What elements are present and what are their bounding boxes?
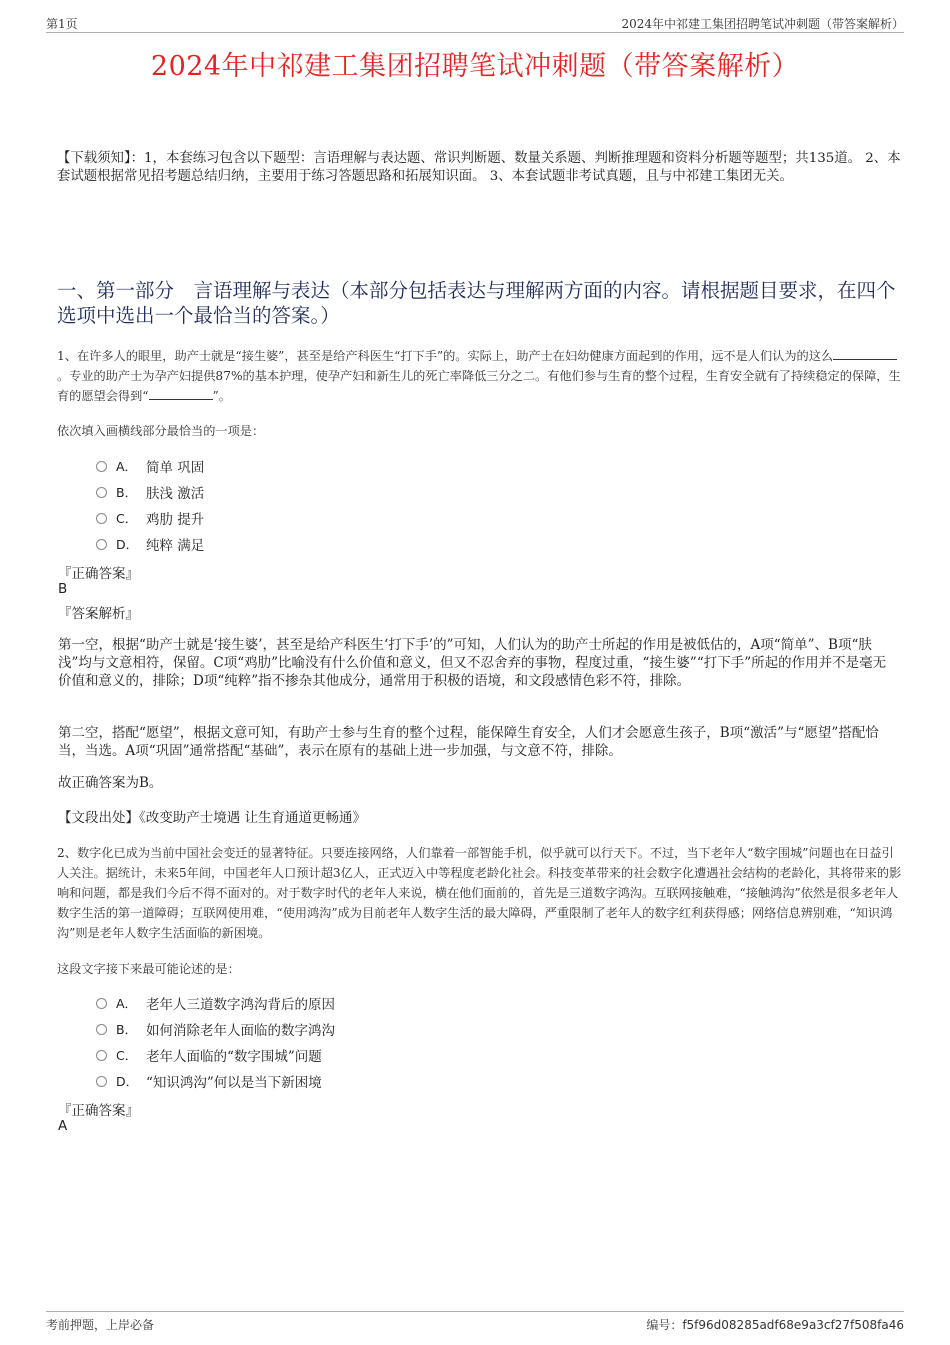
question-2-lead: 这段文字接下来最可能论述的是： bbox=[57, 962, 240, 976]
answer-label: 『正确答案』 bbox=[58, 1103, 139, 1119]
question-1-text: 1、在许多人的眼里，助产士就是“接生婆”，甚至是给产科医生“打下手”的。实际上，助产士在妇幼健康方面起到的作用，远不是人们认为的这么。专业的助产士为孕产妇提供87%的基本护理，使孕产妇和新生儿的死亡率降低三分之二。有他们参与生育的整个过程，生育安全就有了持续稳定的保障，生育的愿望会得到“ ”。 bbox=[57, 349, 901, 403]
document-id: 编号：f5f96d08285adf68e9a3cf27f508fa46 bbox=[646, 1318, 904, 1332]
option-c[interactable]: C． 老年人面临的“数字围城”问题 bbox=[96, 1042, 335, 1068]
analysis-conclusion: 故正确答案为B。 bbox=[58, 775, 163, 791]
radio-icon[interactable] bbox=[96, 1076, 107, 1087]
page-number: 第1页 bbox=[46, 17, 78, 31]
radio-icon[interactable] bbox=[96, 1024, 107, 1035]
option-d[interactable]: D． 纯粹 满足 bbox=[96, 531, 204, 557]
footer-slogan: 考前押题，上岸必备 bbox=[46, 1318, 155, 1332]
radio-icon[interactable] bbox=[96, 539, 107, 550]
blank-1 bbox=[833, 348, 897, 360]
text-source: 【文段出处】《改变助产士境遇 让生育通道更畅通》 bbox=[58, 810, 367, 826]
header-doc-title: 2024年中祁建工集团招聘笔试冲刺题（带答案解析） bbox=[621, 17, 904, 31]
page-header bbox=[46, 14, 904, 33]
radio-icon[interactable] bbox=[96, 461, 107, 472]
question-2-text: 2、数字化已成为当前中国社会变迁的显著特征。只要连接网络，人们靠着一部智能手机，似乎就可以行天下。不过，当下老年人“数字围城”问题也在日益引人关注。据统计，未来5年间，中国老年人口预计超3亿人，正式迈入中等程度老龄化社会。科技变革带来的社会数字化遭遇社会结构的老龄化，其将带来的影响和问题，都是我们今后不得不面对的。对于数字时代的老年人来说，横在他们面前的，首先是三道数字鸿沟。互联网接触难，“接触鸿沟”依然是很多老年人数字生活的第一道障碍；互联网使用难，“使用鸿沟”成为目前老年人数字生活的最大障碍，严重限制了老年人的数字红利获得感；网络信息辨别难，“知识鸿沟”则是老年人数字生活面临的新困境。 bbox=[57, 846, 902, 940]
radio-icon[interactable] bbox=[96, 487, 107, 498]
download-notice: 【下载须知】：1，本套练习包含以下题型：言语理解与表达题、常识判断题、数量关系题、判断推理题和资料分析题等题型；共135道。 2、本套试题根据常见招考题总结归纳，主要用于练习答题思路和拓展知识面。 3、本套试题非考试真题，且与中祁建工集团无关。 bbox=[57, 151, 901, 184]
question-1-lead: 依次填入画横线部分最恰当的一项是： bbox=[57, 424, 265, 438]
analysis-label: 『答案解析』 bbox=[58, 606, 139, 622]
radio-icon[interactable] bbox=[96, 1050, 107, 1061]
page-footer bbox=[46, 1311, 904, 1332]
option-c[interactable]: C． 鸡肋 提升 bbox=[96, 505, 204, 531]
question-1-options bbox=[96, 453, 204, 557]
option-d[interactable]: D． “知识鸿沟”何以是当下新困境 bbox=[96, 1068, 335, 1094]
correct-answer: B bbox=[58, 581, 68, 597]
option-a[interactable]: A． 简单 巩固 bbox=[96, 453, 204, 479]
correct-answer: A bbox=[58, 1118, 68, 1134]
answer-label: 『正确答案』 bbox=[58, 566, 139, 582]
option-a[interactable]: A． 老年人三道数字鸿沟背后的原因 bbox=[96, 990, 335, 1016]
page-title: 2024年中祁建工集团招聘笔试冲刺题（带答案解析） bbox=[150, 51, 800, 82]
radio-icon[interactable] bbox=[96, 998, 107, 1009]
option-b[interactable]: B． 如何消除老年人面临的数字鸿沟 bbox=[96, 1016, 335, 1042]
option-b[interactable]: B． 肤浅 激活 bbox=[96, 479, 204, 505]
blank-2 bbox=[149, 388, 213, 400]
analysis-paragraph-2: 第二空，搭配“愿望”，根据文意可知，有助产士参与生育的整个过程，能保障生育安全，人们才会愿意生孩子，B项“激活”与“愿望”搭配恰当，当选。A项“巩固”通常搭配“基础”，表示在原有的基础上进一步加强，与文意不符，排除。 bbox=[58, 725, 879, 759]
radio-icon[interactable] bbox=[96, 513, 107, 524]
analysis-paragraph-1: 第一空，根据“助产士就是‘接生婆’，甚至是给产科医生‘打下手’的”可知，人们认为的助产士所起的作用是被低估的，A项“简单”、B项“肤浅”均与文意相符，保留。C项“鸡肋”比喻没有什么价值和意义，但又不忍舍弃的事物，程度过重，“接生婆”“打下手”所起的作用并不是毫无价值和意义的，排除；D项“纯粹”指不掺杂其他成分，通常用于积极的语境，和文段感情色彩不符，排除。 bbox=[58, 637, 887, 689]
section-heading: 一、第一部分 言语理解与表达（本部分包括表达与理解两方面的内容。请根据题目要求，在四个选项中选出一个最恰当的答案。） bbox=[57, 279, 896, 327]
question-2-options bbox=[96, 990, 335, 1094]
